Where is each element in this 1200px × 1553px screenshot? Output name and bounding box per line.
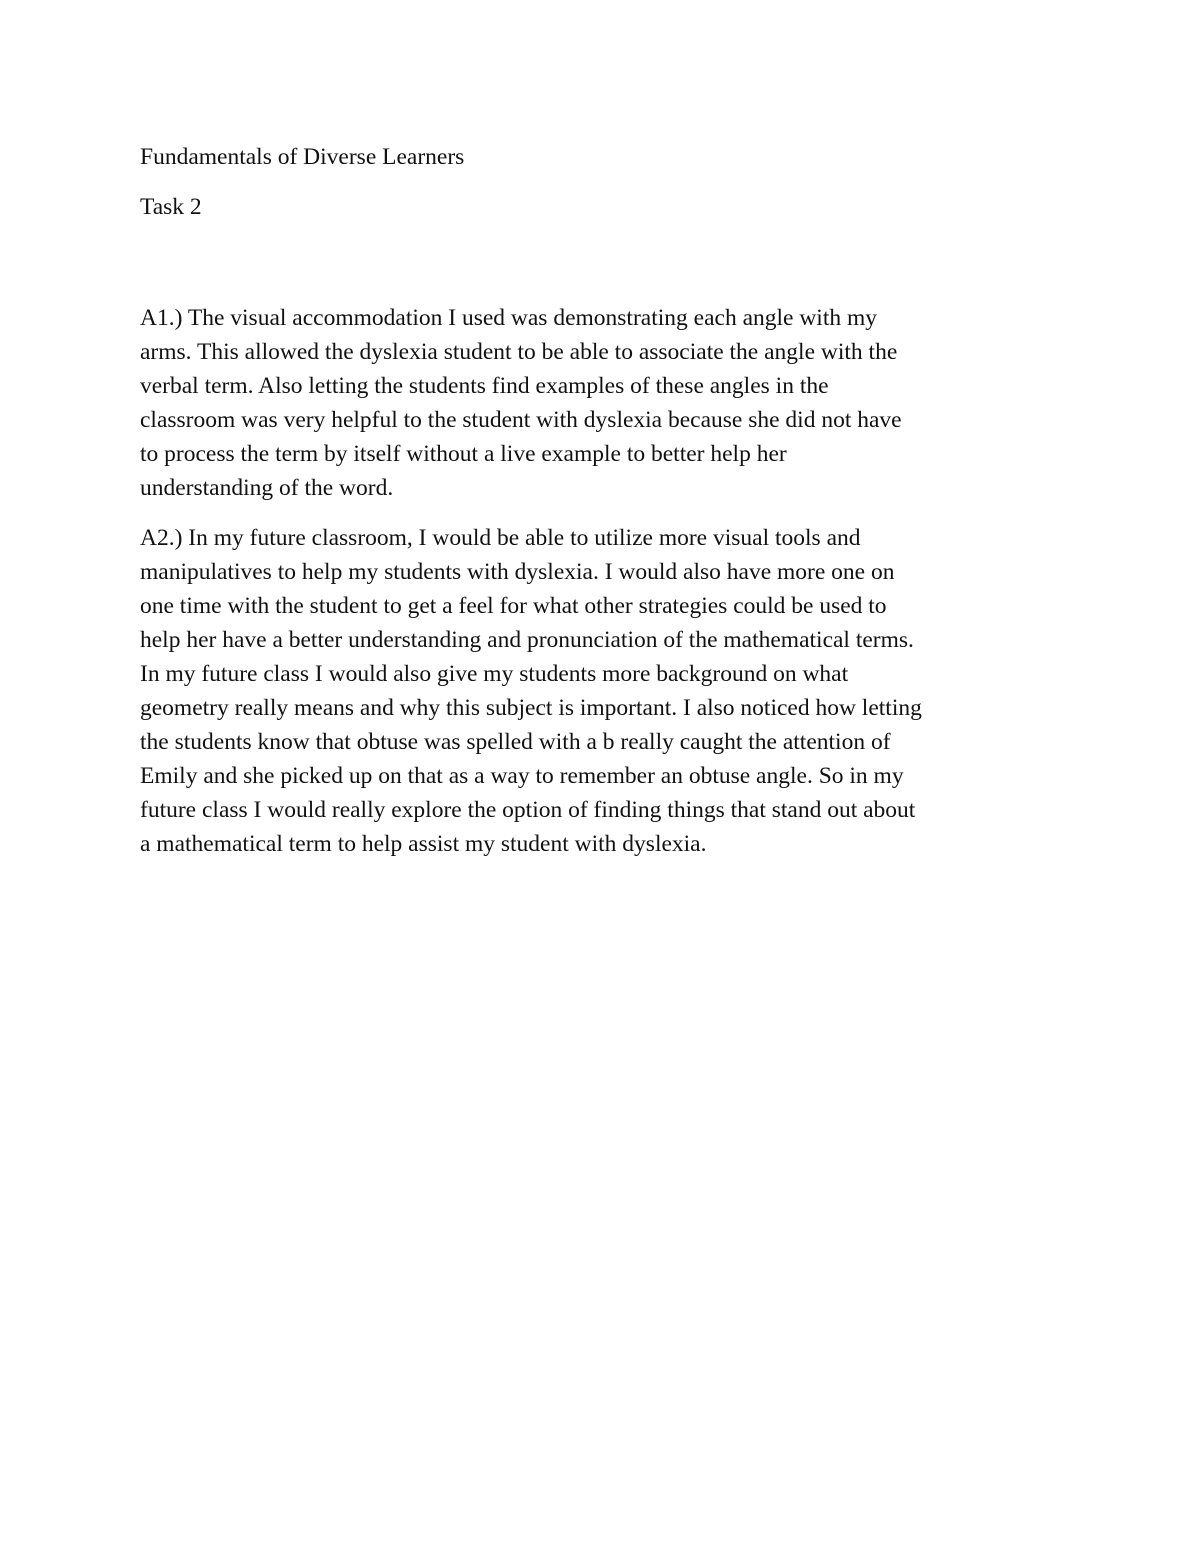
paragraph-line: manipulatives to help my students with dyslexia. I would also have more one on — [140, 559, 895, 585]
paragraph-line: A2.) In my future classroom, I would be able to utilize more visual tools and — [140, 525, 861, 551]
paragraph-line: verbal term. Also letting the students find examples of these angles in the — [140, 373, 829, 399]
paragraph-line: arms. This allowed the dyslexia student to be able to associate the angle with the — [140, 339, 898, 365]
paragraph-line: the students know that obtuse was spelled with a b really caught the attention of — [140, 729, 891, 755]
paragraph-line: A1.) The visual accommodation I used was demonstrating each angle with my — [140, 305, 878, 331]
paragraph-line: one time with the student to get a feel for what other strategies could be used to — [140, 593, 887, 619]
paragraph-a2 — [140, 521, 1065, 861]
paragraph-line: geometry really means and why this subject is important. I also noticed how letting — [140, 695, 922, 721]
paragraph-line: help her have a better understanding and pronunciation of the mathematical terms. — [140, 627, 914, 653]
paragraph-line: classroom was very helpful to the student with dyslexia because she did not have — [140, 407, 902, 433]
paragraph-line: future class I would really explore the option of finding things that stand out about — [140, 797, 916, 823]
paragraph-line: In my future class I would also give my students more background on what — [140, 661, 849, 687]
paragraph-a1 — [140, 301, 1065, 505]
document-body — [140, 140, 1065, 861]
document-title: Fundamentals of Diverse Learners — [140, 144, 465, 170]
paragraph-line: Emily and she picked up on that as a way to remember an obtuse angle. So in my — [140, 763, 904, 789]
paragraph-line: a mathematical term to help assist my student with dyslexia. — [140, 831, 707, 857]
task-heading: Task 2 — [140, 194, 202, 220]
paragraph-line: understanding of the word. — [140, 475, 394, 501]
paragraph-line: to process the term by itself without a live example to better help her — [140, 441, 787, 467]
